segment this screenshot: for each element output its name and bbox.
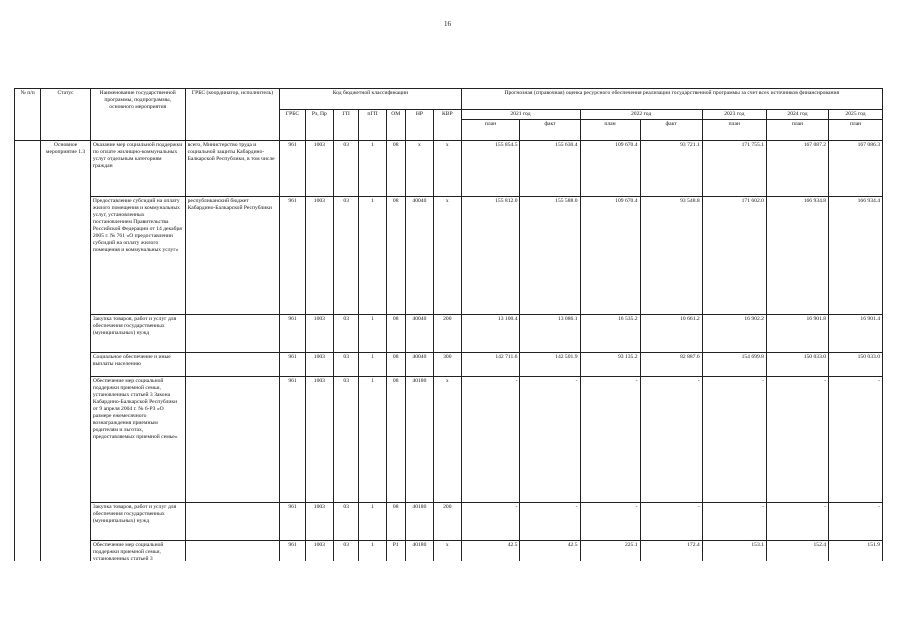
cell-value: 93 548.8: [640, 196, 702, 314]
cell-code: 1003: [305, 314, 333, 352]
cell-value: 93 721.1: [640, 140, 702, 196]
cell-name-text: Обеспечение мер социальной поддержки приемной семьи, установленных статьей 3: [92, 541, 164, 560]
cell-value: 42.5: [461, 540, 520, 561]
cell-value: -: [520, 376, 580, 502]
cell-value: 142 501.9: [520, 352, 580, 376]
cell-code: 08: [386, 376, 405, 502]
cell-value: 13 086.1: [520, 314, 580, 352]
cell-name: [90, 540, 185, 561]
header-name: Наименование государственной программы, подпрограммы, основного мероприятия: [90, 89, 185, 141]
cell-value: 13 100.4: [461, 314, 520, 352]
cell-code: 1003: [305, 540, 333, 561]
header-status: Статус: [41, 89, 91, 141]
cell-code: 40180: [405, 502, 433, 540]
header-code-col: Рз, Пр: [305, 110, 333, 141]
table-row: [15, 376, 883, 502]
cell-value: 151.9: [829, 540, 883, 561]
cell-value: 153.1: [702, 540, 766, 561]
cell-code: 1003: [305, 352, 333, 376]
table-row: [15, 352, 883, 376]
cell-name: Закупка товаров, работ и услуг для обеспечения государственных (муниципальных) нужд: [90, 314, 185, 352]
cell-status: Основное мероприятие 1.3: [41, 140, 91, 561]
table-row: [15, 540, 883, 561]
cell-code: Р1: [386, 540, 405, 561]
header-year: 2024 год: [766, 110, 828, 120]
table-row: [15, 502, 883, 540]
cell-value: -: [829, 502, 883, 540]
cell-code: х: [434, 376, 461, 502]
header-year: 2023 год: [702, 110, 766, 120]
cell-code: 1003: [305, 140, 333, 196]
cell-value: -: [580, 376, 640, 502]
header-year: 2025 год: [829, 110, 883, 120]
table-row: [15, 140, 883, 196]
cell-value: 150 033.0: [829, 352, 883, 376]
cell-code: 961: [280, 314, 305, 352]
cell-value: 109 670.4: [580, 196, 640, 314]
cell-value: -: [640, 502, 702, 540]
cell-code: 1: [359, 314, 386, 352]
header-sub: факт: [640, 119, 702, 140]
header-sub: план: [580, 119, 640, 140]
cell-code: х: [434, 196, 461, 314]
page-number: 16: [444, 20, 451, 28]
cell-value: -: [702, 376, 766, 502]
cell-code: 03: [334, 502, 359, 540]
cell-name: Предоставление субсидий на оплату жилого помещения и коммунальных услуг, установленных постановлением Правительства Российской Федерации от 14 декабря 2005 г. № 761 «О предоставлении субсидий на оплату жилого помещения и коммунальных услуг»: [90, 196, 185, 314]
cell-code: 961: [280, 140, 305, 196]
cell-code: 08: [386, 502, 405, 540]
cell-value: 167 087.2: [766, 140, 828, 196]
cell-code: 1: [359, 196, 386, 314]
header-year: 2021 год: [461, 110, 580, 120]
cell-grbs: всего, Министерство труда и социальной защиты Кабардино-Балкарской Республики, в том числе: [185, 140, 280, 196]
header-num: № п/п: [15, 89, 41, 141]
cell-value: 16 901.8: [766, 314, 828, 352]
cell-grbs: [185, 502, 280, 540]
cell-code: 08: [386, 352, 405, 376]
table-row: [15, 314, 883, 352]
cell-value: 171 755.1: [702, 140, 766, 196]
cell-code: 08: [386, 314, 405, 352]
cell-code: 1003: [305, 376, 333, 502]
cell-code: 08: [386, 140, 405, 196]
cell-code: 40040: [405, 352, 433, 376]
header-sub: план: [702, 119, 766, 140]
cell-code: 03: [334, 314, 359, 352]
cell-value: -: [520, 502, 580, 540]
header-sub: план: [461, 119, 520, 140]
cell-grbs: [185, 352, 280, 376]
cell-code: 08: [386, 196, 405, 314]
cell-value: -: [461, 502, 520, 540]
header-code-col: пГП: [359, 110, 386, 141]
cell-code: 1003: [305, 502, 333, 540]
header-year: 2022 год: [580, 110, 702, 120]
cell-value: 155 630.4: [520, 140, 580, 196]
cell-value: 171 602.0: [702, 196, 766, 314]
cell-value: -: [766, 376, 828, 502]
header-code-col: НР: [405, 110, 433, 141]
cell-code: 40040: [405, 314, 433, 352]
cell-value: 225.1: [580, 540, 640, 561]
cell-value: 166 934.8: [766, 196, 828, 314]
cell-code: 03: [334, 540, 359, 561]
header-sub: план: [829, 119, 883, 140]
cell-value: 155 588.0: [520, 196, 580, 314]
cell-value: 155 854.5: [461, 140, 520, 196]
cell-name: Социальное обеспечение и иные выплаты населению: [90, 352, 185, 376]
cell-code: 03: [334, 376, 359, 502]
cell-code: 1: [359, 502, 386, 540]
cell-code: 961: [280, 352, 305, 376]
cell-code: 03: [334, 196, 359, 314]
cell-code: 40180: [405, 376, 433, 502]
header-grbs: ГРБС (координатор, исполнитель): [185, 89, 280, 141]
cell-code: 1003: [305, 196, 333, 314]
cell-code: 1: [359, 352, 386, 376]
cell-value: -: [829, 376, 883, 502]
header-forecast-group: Прогнозная (справочная) оценка ресурсного обеспечения реализации государственной программы за счет всех источников финансирования: [461, 89, 883, 110]
cell-value: 42.5: [520, 540, 580, 561]
cell-code: х: [405, 140, 433, 196]
cell-grbs: [185, 314, 280, 352]
cell-code: 200: [434, 502, 461, 540]
cell-value: 172.4: [640, 540, 702, 561]
header-sub: факт: [520, 119, 580, 140]
cell-value: 16 535.2: [580, 314, 640, 352]
header-code-col: ГРБС: [280, 110, 305, 141]
cell-value: 155 812.0: [461, 196, 520, 314]
cell-value: 154 699.8: [702, 352, 766, 376]
cell-value: 150 033.0: [766, 352, 828, 376]
cell-value: -: [766, 502, 828, 540]
cell-value: 10 661.2: [640, 314, 702, 352]
cell-value: 152.4: [766, 540, 828, 561]
header-code-col: ОМ: [386, 110, 405, 141]
cell-value: -: [461, 376, 520, 502]
cell-code: 300: [434, 352, 461, 376]
cell-name: Оказание мер социальной поддержки по оплате жилищно-коммунальных услуг отдельным категориям граждан: [90, 140, 185, 196]
cell-code: 03: [334, 140, 359, 196]
header-code-group: Код бюджетной классификации: [280, 89, 461, 110]
cell-code: 961: [280, 540, 305, 561]
cell-value: -: [580, 502, 640, 540]
cell-num: [15, 140, 41, 561]
cell-code: 200: [434, 314, 461, 352]
cell-value: 166 934.4: [829, 196, 883, 314]
header-code-col: ГП: [334, 110, 359, 141]
cell-code: 40180: [405, 540, 433, 561]
cell-code: 961: [280, 376, 305, 502]
cell-value: 142 711.6: [461, 352, 520, 376]
cell-code: х: [434, 140, 461, 196]
cell-name: Обеспечение мер социальной поддержки приемной семьи, установленных статьей 3 Закона Кабардино-Балкарской Республики от 9 апреля 2004 г. № 6-РЗ «О размере ежемесячного вознаграждения приемным родителям и льготах, предоставляемых приемной семье»: [90, 376, 185, 502]
cell-code: 961: [280, 502, 305, 540]
cell-name: Закупка товаров, работ и услуг для обеспечения государственных (муниципальных) нужд: [90, 502, 185, 540]
cell-code: 40040: [405, 196, 433, 314]
cell-value: 109 670.4: [580, 140, 640, 196]
cell-value: -: [640, 376, 702, 502]
budget-table: [14, 88, 883, 561]
cell-value: 82 887.6: [640, 352, 702, 376]
cell-value: 167 086.3: [829, 140, 883, 196]
cell-code: х: [434, 540, 461, 561]
header-sub: план: [766, 119, 828, 140]
cell-code: 1: [359, 140, 386, 196]
cell-code: 03: [334, 352, 359, 376]
cell-grbs: [185, 540, 280, 561]
header-code-col: КВР: [434, 110, 461, 141]
cell-value: -: [702, 502, 766, 540]
cell-code: 961: [280, 196, 305, 314]
cell-value: 16 901.4: [829, 314, 883, 352]
cell-code: 1: [359, 376, 386, 502]
cell-value: 16 902.2: [702, 314, 766, 352]
cell-value: 93 135.2: [580, 352, 640, 376]
cell-grbs: республиканский бюджет Кабардино-Балкарской Республики: [185, 196, 280, 314]
cell-grbs: [185, 376, 280, 502]
table-row: [15, 196, 883, 314]
cell-code: 1: [359, 540, 386, 561]
